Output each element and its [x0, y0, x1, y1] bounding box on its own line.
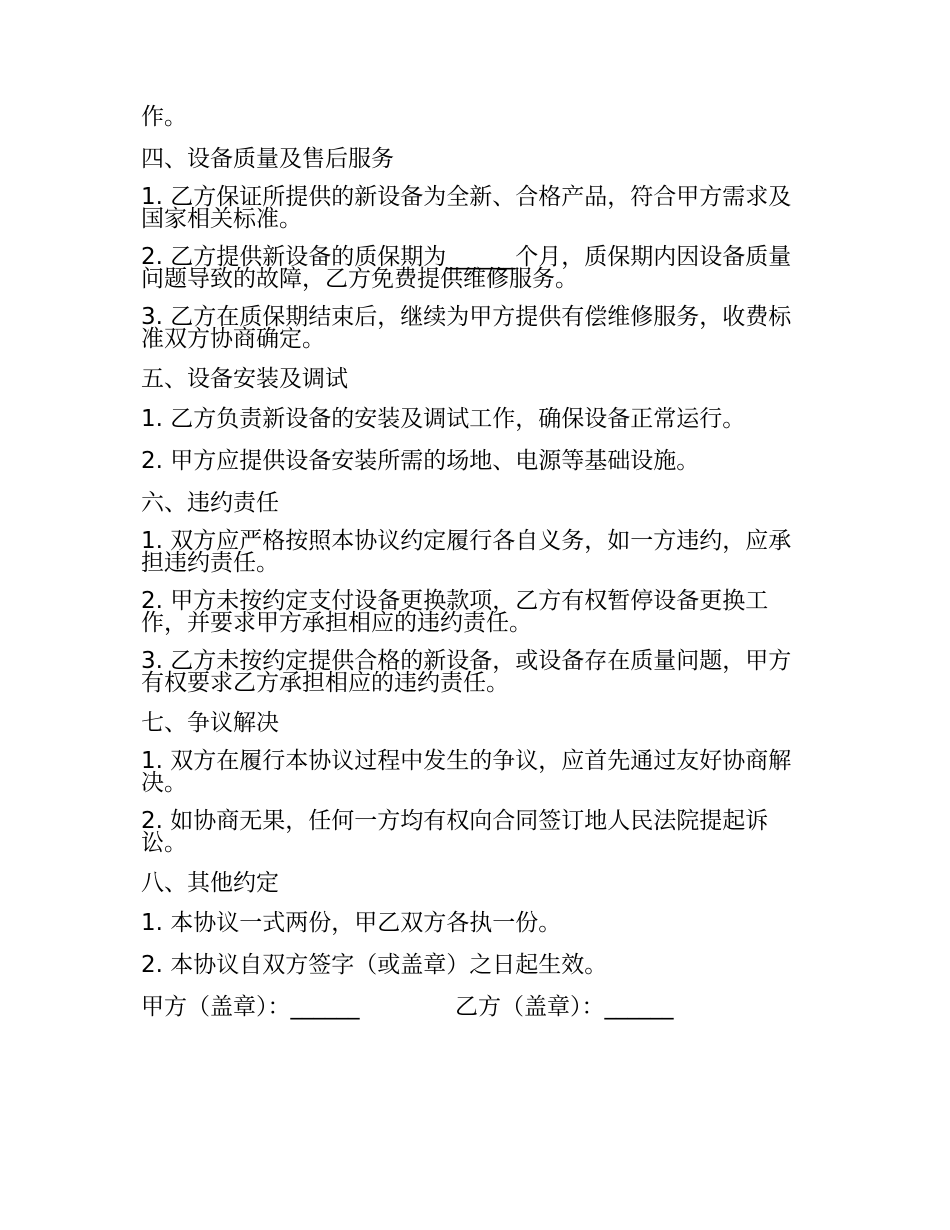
clause-quality-1: 1. 乙方保证所提供的新设备为全新、合格产品，符合甲方需求及国家相关标准。: [141, 184, 792, 232]
party-b-signature: 乙方（盖章）：______: [455, 994, 674, 1020]
continuation-text: 作。: [141, 104, 187, 130]
section-heading-dispute: 七、争议解决: [141, 710, 279, 736]
clause-dispute-1: 1. 双方在履行本协议过程中发生的争议，应首先通过友好协商解决。: [141, 748, 792, 796]
party-a-signature: 甲方（盖章）：______: [141, 994, 360, 1020]
clause-quality-3: 3. 乙方在质保期结束后，继续为甲方提供有偿维修服务，收费标准双方协商确定。: [141, 304, 792, 352]
clause-liability-2: 2. 甲方未按约定支付设备更换款项，乙方有权暂停设备更换工作，并要求甲方承担相应的违约责任。: [141, 588, 769, 636]
section-heading-liability: 六、违约责任: [141, 490, 279, 516]
signature-row: [141, 994, 811, 1020]
clause-other-2: 2. 本协议自双方签字（或盖章）之日起生效。: [141, 952, 608, 978]
section-heading-installation: 五、设备安装及调试: [141, 366, 348, 392]
clause-liability-1: 1. 双方应严格按照本协议约定履行各自义务，如一方违约，应承担违约责任。: [141, 528, 792, 576]
clause-quality-2: 2. 乙方提供新设备的质保期为______个月，质保期内因设备质量问题导致的故障，乙方免费提供维修服务。: [141, 244, 792, 292]
clause-installation-1: 1. 乙方负责新设备的安装及调试工作，确保设备正常运行。: [141, 406, 746, 432]
clause-liability-3: 3. 乙方未按约定提供合格的新设备，或设备存在质量问题，甲方有权要求乙方承担相应的违约责任。: [141, 648, 792, 696]
clause-other-1: 1. 本协议一式两份，甲乙双方各执一份。: [141, 910, 562, 936]
contract-page: [141, 104, 811, 1020]
clause-installation-2: 2. 甲方应提供设备安装所需的场地、电源等基础设施。: [141, 448, 700, 474]
section-heading-other: 八、其他约定: [141, 870, 279, 896]
section-heading-quality: 四、设备质量及售后服务: [141, 146, 394, 172]
clause-dispute-2: 2. 如协商无果，任何一方均有权向合同签订地人民法院提起诉讼。: [141, 808, 769, 856]
